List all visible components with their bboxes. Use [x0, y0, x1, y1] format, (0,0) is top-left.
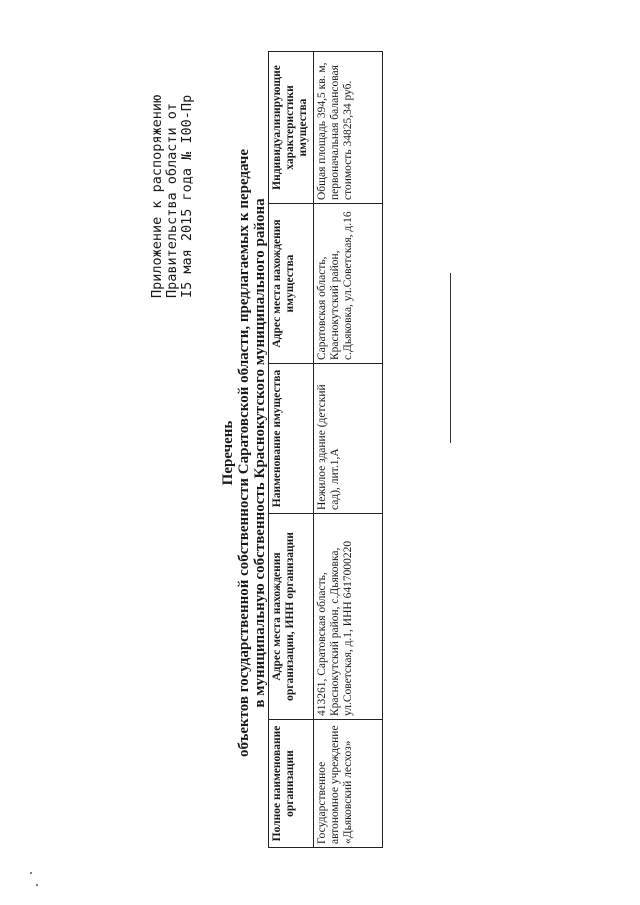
header-org-address: Адрес места нахождения организации, ИНН организации — [269, 513, 314, 719]
appendix-line-3: I5 мая 2015 года № I00-Пр — [179, 94, 195, 298]
document-title — [220, 43, 268, 863]
header-property-characteristics: Индивидуализирующие характеристики имущества — [269, 51, 314, 203]
rotated-document — [150, 43, 490, 863]
title-line-1: Перечень — [220, 420, 236, 485]
header-property-name: Наименование имущества — [269, 363, 314, 513]
table-header-row — [269, 51, 314, 847]
header-org-name: Полное наименование организации — [269, 719, 314, 847]
cell-property-name: Нежилое здание (детский сад), лит.1,А — [314, 363, 383, 513]
appendix-line-2: Правительства области от — [164, 102, 180, 298]
table-row — [314, 51, 383, 847]
cell-property-address: Саратовская область, Краснокутский район, с.Дьяковка, ул.Советская, д.16 — [314, 203, 383, 363]
cell-org-address: 413261, Саратовская область, Краснокутский район, с.Дьяковка, ул.Советская, д.1, ИНН 6417000220 — [314, 513, 383, 719]
scan-speck — [30, 872, 32, 874]
signature-line — [450, 273, 451, 443]
title-line-3: в муниципальную собственность Краснокутского муниципального района — [252, 197, 268, 708]
property-table — [268, 51, 383, 848]
header-property-address: Адрес места нахождения имущества — [269, 203, 314, 363]
cell-property-characteristics: Общая площадь 394,5 кв. м, первоначальная балансовая стоимость 34825,34 руб. — [314, 51, 383, 203]
scan-speck — [36, 884, 38, 886]
appendix-note — [150, 58, 195, 298]
title-line-2: объектов государственной собственности Саратовской области, предлагаемых к передаче — [236, 148, 252, 757]
cell-org-name: Государственное автономное учреждение «Дьяковский лесхоз» — [314, 719, 383, 847]
appendix-line-1: Приложение к распоряжению — [149, 94, 165, 298]
